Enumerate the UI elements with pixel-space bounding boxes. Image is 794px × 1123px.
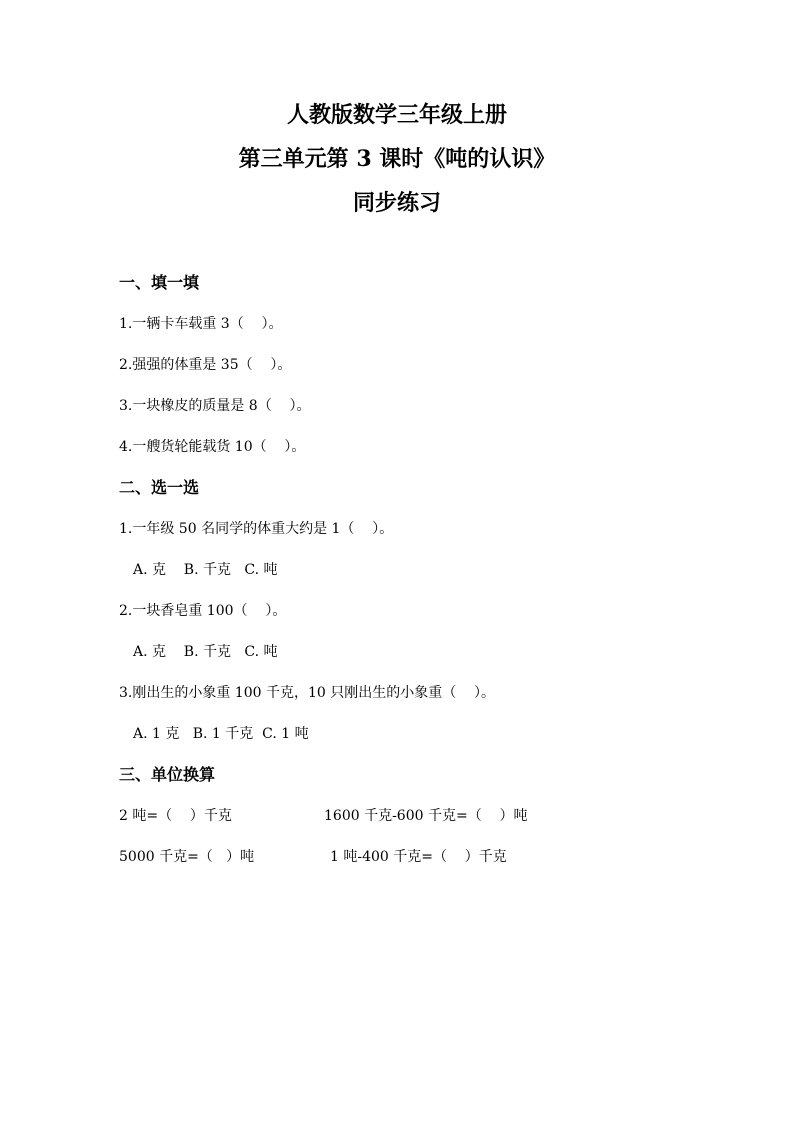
fill-question-2: 2.强强的体重是 35（ ）。	[119, 357, 292, 373]
section-fill-heading: 一、填一填	[119, 273, 200, 292]
section-conversion-heading: 三、单位换算	[119, 765, 216, 784]
choice-question-3: 3.刚出生的小象重 100 千克，10 只刚出生的小象重（ ）。	[119, 685, 496, 701]
section-choice-heading: 二、选一选	[119, 478, 200, 497]
conversion-2-right: 1 吨-400 千克=（ ）千克	[330, 849, 507, 865]
title-textbook: 人教版数学三年级上册	[286, 102, 507, 128]
fill-question-1: 1.一辆卡车载重 3（ ）。	[119, 316, 283, 332]
fill-question-3: 3.一块橡皮的质量是 8（ ）。	[119, 398, 311, 414]
conversion-1-left: 2 吨=（ ）千克	[119, 808, 232, 824]
conversion-2-left: 5000 千克=（ ）吨	[119, 849, 255, 865]
title-exercise: 同步练习	[352, 190, 441, 216]
choice-question-3-options: A. 1 克 B. 1 千克 C. 1 吨	[133, 726, 309, 742]
choice-question-1: 1.一年级 50 名同学的体重大约是 1（ ）。	[119, 521, 394, 537]
fill-question-4: 4.一艘货轮能载货 10（ ）。	[119, 439, 306, 455]
choice-question-2-options: A. 克 B. 千克 C. 吨	[133, 644, 278, 660]
conversion-row-2	[119, 845, 679, 869]
exercise-content	[119, 271, 679, 886]
conversion-1-right: 1600 千克-600 千克=（ ）吨	[324, 808, 528, 824]
choice-question-1-options: A. 克 B. 千克 C. 吨	[133, 562, 278, 578]
title-lesson: 第三单元第 3 课时《吨的认识》	[238, 146, 556, 172]
conversion-row-1	[119, 804, 679, 828]
choice-question-2: 2.一块香皂重 100（ ）。	[119, 603, 287, 619]
title-block	[0, 100, 794, 232]
